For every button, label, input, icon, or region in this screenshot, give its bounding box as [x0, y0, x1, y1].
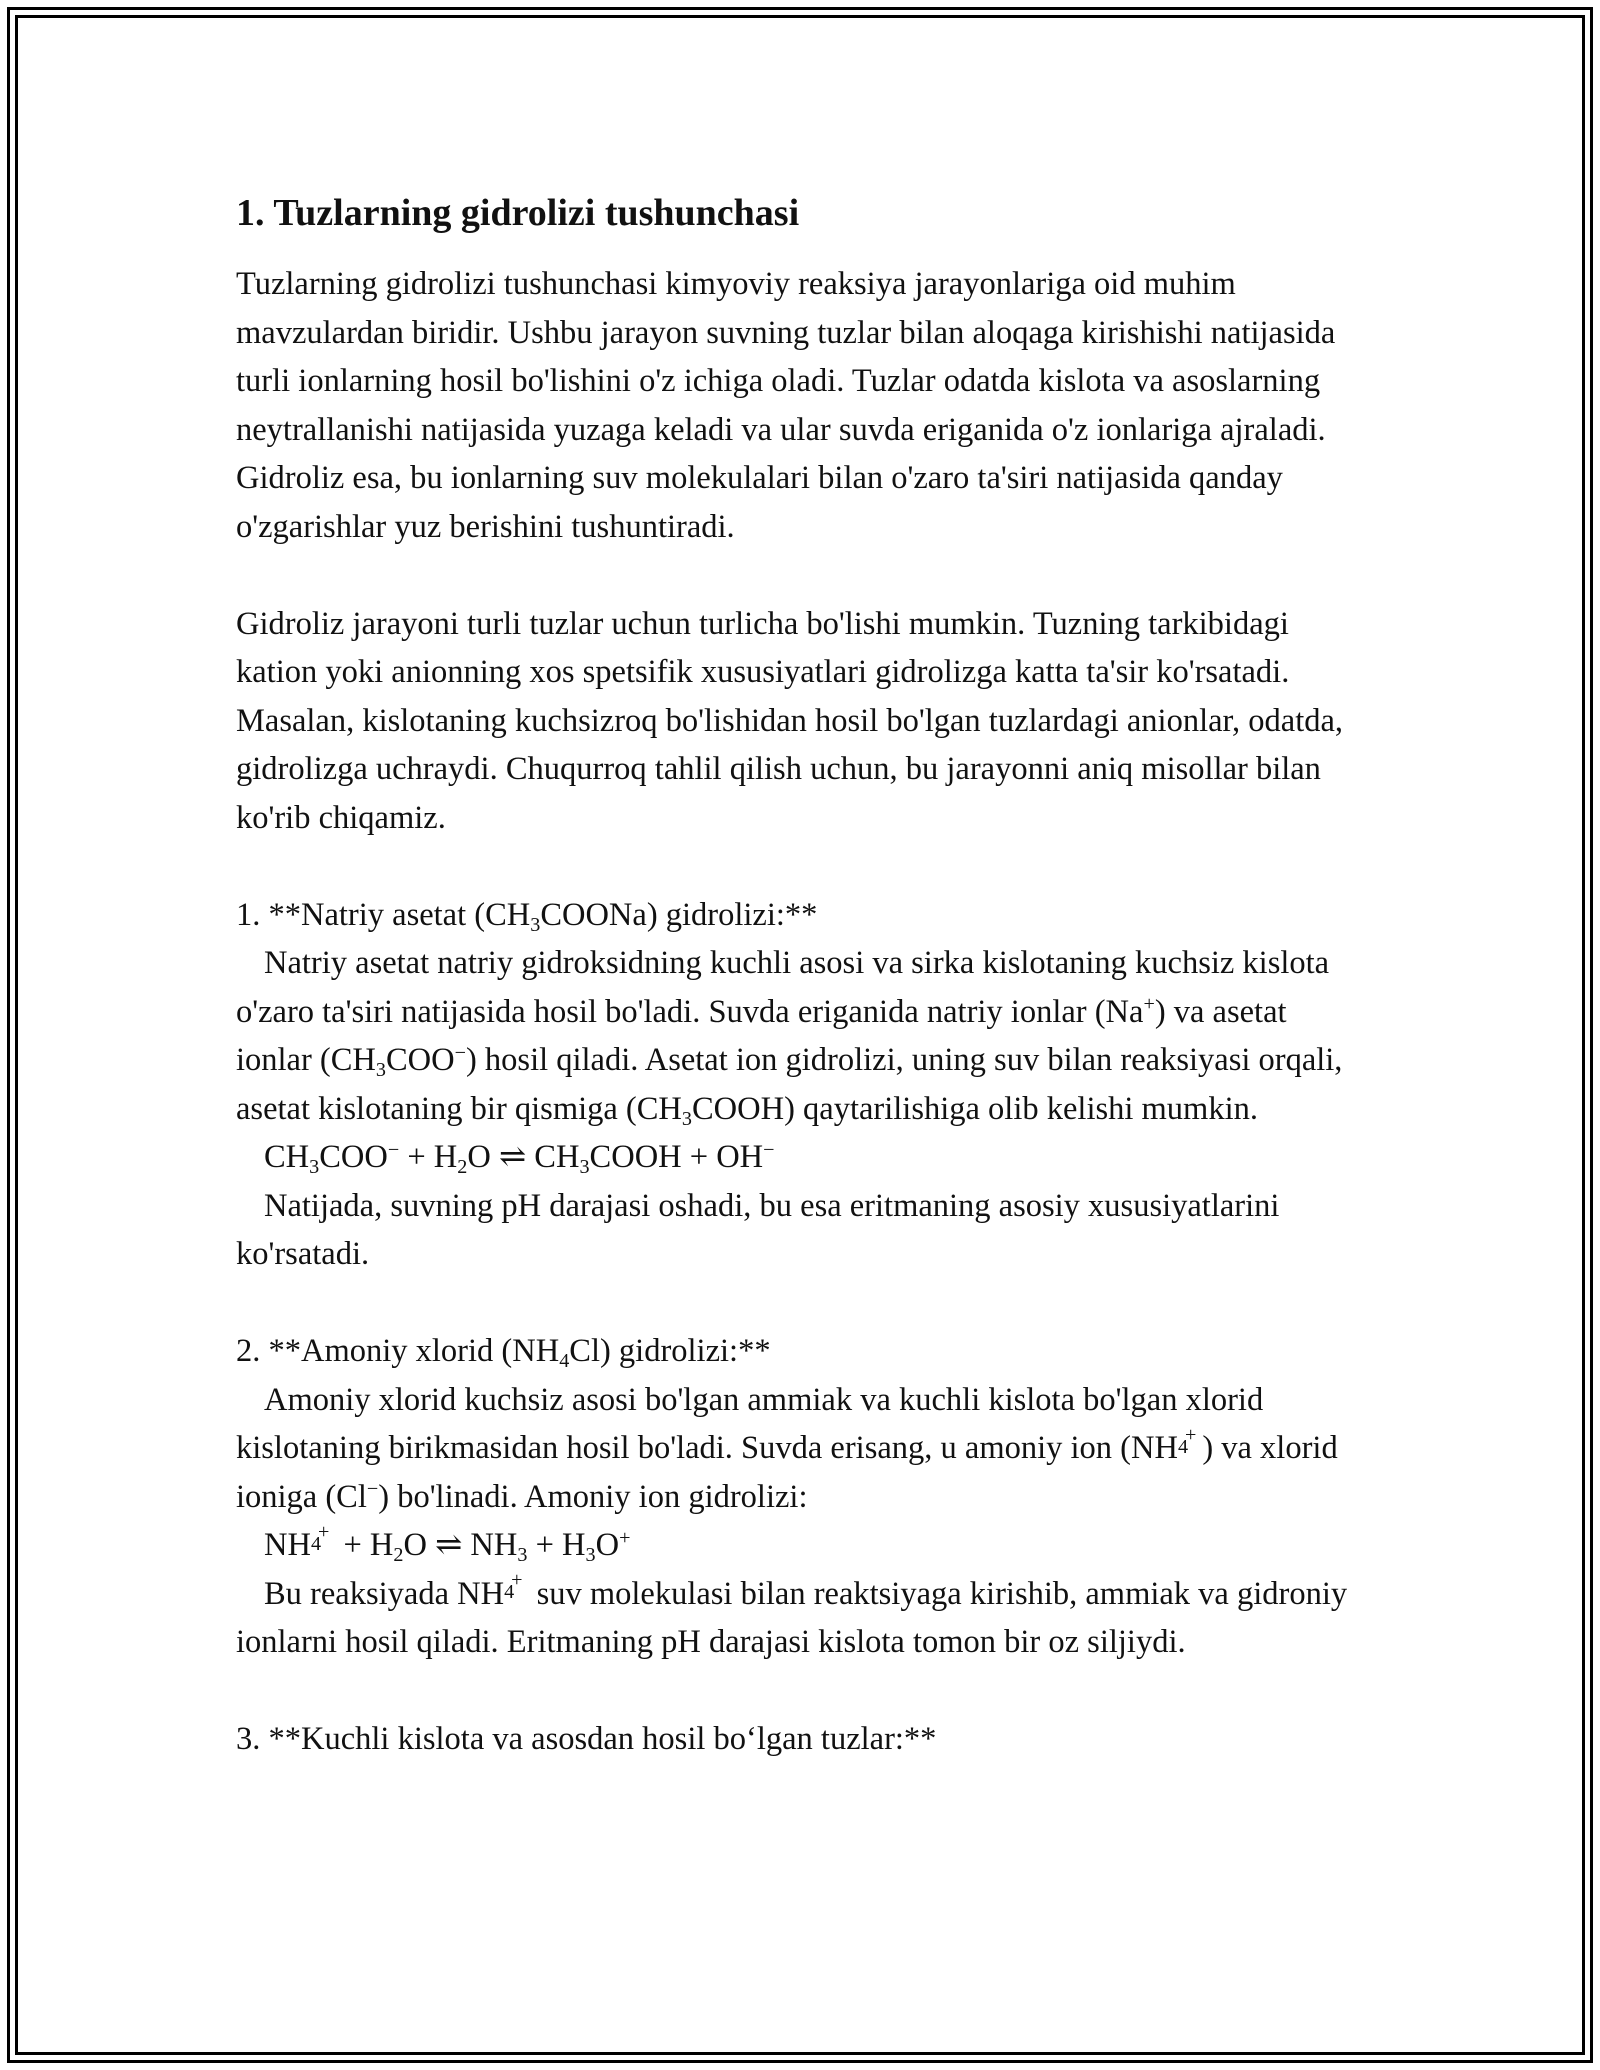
paragraph-gap — [236, 1279, 1366, 1328]
paragraph-gap — [236, 551, 1366, 600]
item1-body: Natriy asetat natriy gidroksidning kuchli asosi va sirka kislotaning kuchsiz kislota o'zaro ta'siri natijasida hosil bo'ladi. Suvda eriganida natriy ionlar (Na+) va asetat ionlar $(CH_3COO^-)$ hosil qiladi. Asetat ion gidrolizi, uning suv bilan reaksiyasi orqali, asetat kislotaning bir qismiga $(CH_3COOH)$ qaytarilishiga olib kelishi mumkin. — [236, 945, 1343, 1130]
item2-conclusion: Bu reaksiyada NH 4 + suv molekulasi bilan reaktsiyaga kirishib, ammiak va gidroniy ionlarni hosil qiladi. Eritmaning pH darajasi kislota tomon bir oz siljiydi. — [236, 1569, 1348, 1660]
document-body — [236, 186, 1366, 1764]
section-title: 1. Tuzlarning gidrolizi tushunchasi — [236, 192, 800, 234]
item3-heading: 3. **Kuchli kislota va asosdan hosil bo‘lgan tuzlar:** — [236, 1721, 937, 1757]
item1-result: Natijada, suvning pH darajasi oshadi, bu esa eritmaning asosiy xususiyatlarini ko'rsatadi. — [236, 1187, 1280, 1272]
paragraph-gap — [236, 842, 1366, 891]
item1-equation: $CH_3COO^- + H_2O$ ⇌ $CH_3COOH + OH^-$ — [264, 1138, 775, 1179]
second-paragraph: Gidroliz jarayoni turli tuzlar uchun turlicha bo'lishi mumkin. Tuzning tarkibidagi kation yoki anionning xos spetsifik xususiyatlari gidrolizga katta ta'sir ko'rsatadi. Masalan, kislotaning kuchsizroq bo'lishidan hosil bo'lgan tuzlardagi anionlar, odatda, gidrolizga uchraydi. Chuqurroq tahlil qilish uchun, bu jarayonni aniq misollar bilan ko'rib chiqamiz. — [236, 605, 1344, 836]
intro-paragraph: Tuzlarning gidrolizi tushunchasi kimyoviy reaksiya jarayonlariga oid muhim mavzulardan biridir. Ushbu jarayon suvning tuzlar bilan aloqaga kirishishi natijasida turli ionlarning hosil bo'lishini o'z ichiga oladi. Tuzlar odatda kislota va asoslarning neytrallanishi natijasida yuzaga keladi va ular suvda eriganida o'z ionlariga ajraladi. Gidroliz esa, bu ionlarning suv molekulalari bilan o'zaro ta'siri natijasida qanday o'zgarishlar yuz berishini tushuntiradi. — [236, 266, 1336, 545]
item2-heading: 2. **Amoniy xlorid $(NH_4Cl)$ gidrolizi:** — [236, 1333, 771, 1373]
item2-body: Amoniy xlorid kuchsiz asosi bo'lgan ammiak va kuchli kislota bo'lgan xlorid kislotaning birikmasidan hosil bo'ladi. Suvda erisang, u amoniy ion (NH 4 + ) va xlorid ioniga (Cl−) bo'linadi. Amoniy ion gidrolizi: — [236, 1381, 1338, 1515]
paragraph-gap — [236, 1667, 1366, 1716]
item1-heading: 1. **Natriy asetat $(CH_3COONa)$ gidrolizi:** — [236, 896, 818, 936]
item2-equation: NH 4 + + $H_2O$ ⇌ $NH_3 + H_3O^+$ — [264, 1520, 631, 1567]
